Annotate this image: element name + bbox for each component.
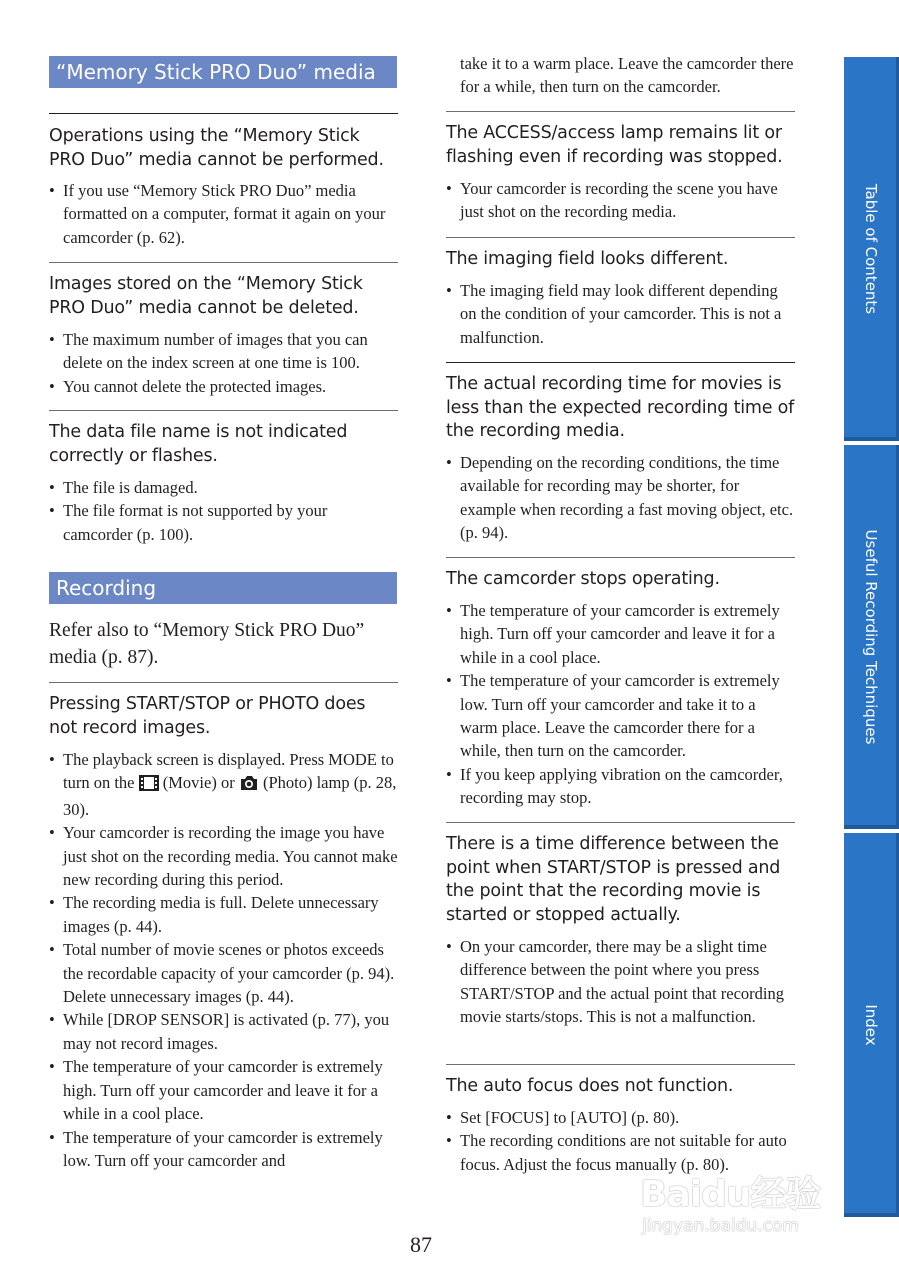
faq-heading: The ACCESS/access lamp remains lit or flashing even if recording was stopped. [446, 123, 783, 167]
list-item: • The temperature of your camcorder is extremely high. Turn off your camcorder and leave it for a while in a cool place. [49, 1055, 398, 1125]
faq-heading: The data file name is not indicated correctly or flashes. [49, 422, 348, 466]
list-item: • The temperature of your camcorder is extremely high. Turn off your camcorder and leave it for a while in a cool place. [446, 599, 795, 669]
faq-heading: The camcorder stops operating. [446, 569, 720, 589]
list-item: • Your camcorder is recording the image you have just shot on the recording media. You cannot make new recording during this period. [49, 821, 398, 891]
section-title-recording: Recording [49, 572, 397, 604]
divider [49, 262, 398, 263]
list-item: • Your camcorder is recording the scene you have just shot on the recording media. [446, 177, 795, 224]
movie-icon [139, 774, 159, 797]
refer-note: Refer also to “Memory Stick PRO Duo” media (p. 87). [49, 620, 365, 668]
bullet-text: The playback screen is displayed. Press MODE to turn on the [63, 750, 394, 793]
bullet-text: (Movie) or [162, 773, 239, 793]
list-item: • Total number of movie scenes or photos exceeds the recordable capacity of your camcorder (p. 94). Delete unnecessary images (p. 44). [49, 938, 398, 1008]
faq-bullets [446, 935, 795, 1029]
faq-heading: The actual recording time for movies is less than the expected recording time of the recording media. [446, 374, 795, 441]
tab-label: Useful Recording Techniques [862, 529, 880, 745]
faq-heading: There is a time difference between the point when START/STOP is pressed and the point that the recording movie is started or stopped actually. [446, 834, 781, 925]
faq-heading: Pressing START/STOP or PHOTO does not record images. [49, 694, 366, 738]
faq-bullets [49, 476, 398, 546]
list-item: • On your camcorder, there may be a slight time difference between the point where you press START/STOP and the actual point that recording movie starts/stops. This is not a malfunction. [446, 935, 795, 1029]
section-title-media: “Memory Stick PRO Duo” media [49, 56, 397, 88]
faq-bullets [49, 179, 398, 249]
list-item: • Set [FOCUS] to [AUTO] (p. 80). [446, 1106, 795, 1129]
continued-text: take it to a warm place. Leave the camcorder there for a while, then turn on the camcorder. [460, 54, 794, 97]
list-item: • The file format is not supported by your camcorder (p. 100). [49, 499, 398, 546]
faq-bullets [446, 279, 795, 349]
tab-useful-recording-techniques[interactable] [844, 445, 899, 829]
list-item: • You cannot delete the protected images. [49, 375, 398, 398]
divider [446, 1064, 795, 1065]
watermark-brand: Baidu经验 [640, 1174, 821, 1215]
list-item [49, 748, 398, 821]
faq-heading: Operations using the “Memory Stick PRO Duo” media cannot be performed. [49, 126, 384, 170]
faq-heading: Images stored on the “Memory Stick PRO Duo” media cannot be deleted. [49, 274, 363, 318]
tab-table-of-contents[interactable] [844, 57, 899, 441]
tab-index[interactable] [844, 833, 899, 1217]
divider [446, 111, 795, 112]
list-item: • If you keep applying vibration on the camcorder, recording may stop. [446, 763, 795, 810]
faq-heading: The auto focus does not function. [446, 1076, 734, 1096]
faq-bullets [446, 599, 795, 810]
list-item: • Depending on the recording conditions, the time available for recording may be shorter, for example when recording a fast moving object, etc. (p. 94). [446, 451, 795, 545]
faq-bullets [49, 748, 398, 1172]
baidu-watermark [640, 1166, 840, 1246]
list-item: • The temperature of your camcorder is extremely low. Turn off your camcorder and take it to a warm place. Leave the camcorder there for a while, then turn on the camcorder. [446, 669, 795, 763]
list-item: • While [DROP SENSOR] is activated (p. 77), you may not record images. [49, 1008, 398, 1055]
tab-label: Index [862, 1004, 880, 1046]
divider [49, 682, 398, 683]
list-item: • If you use “Memory Stick PRO Duo” media formatted on a computer, format it again on your camcorder (p. 62). [49, 179, 398, 249]
page-number: 87 [410, 1232, 432, 1257]
list-item: • The maximum number of images that you can delete on the index screen at one time is 100. [49, 328, 398, 375]
list-item: • The recording media is full. Delete unnecessary images (p. 44). [49, 891, 398, 938]
bullet-text: (Photo) lamp (p. 28, 30). [63, 773, 397, 819]
faq-bullets [446, 451, 795, 545]
list-item: • The imaging field may look different depending on the condition of your camcorder. This is not a malfunction. [446, 279, 795, 349]
faq-bullets [49, 328, 398, 398]
list-item: • The temperature of your camcorder is extremely low. Turn off your camcorder and [49, 1126, 398, 1173]
divider [446, 557, 795, 558]
list-item: • The file is damaged. [49, 476, 398, 499]
faq-heading: The imaging field looks different. [446, 249, 729, 269]
list-item: • The recording conditions are not suitable for auto focus. Adjust the focus manually (p. 80). [446, 1129, 795, 1176]
faq-bullets [446, 177, 795, 224]
tab-label: Table of Contents [862, 183, 880, 315]
watermark-url: jingyan.baidu.com [642, 1216, 799, 1236]
divider [446, 822, 795, 823]
divider [49, 113, 398, 114]
divider [49, 410, 398, 411]
divider [446, 237, 795, 238]
camera-icon [239, 774, 259, 797]
divider [446, 362, 795, 363]
